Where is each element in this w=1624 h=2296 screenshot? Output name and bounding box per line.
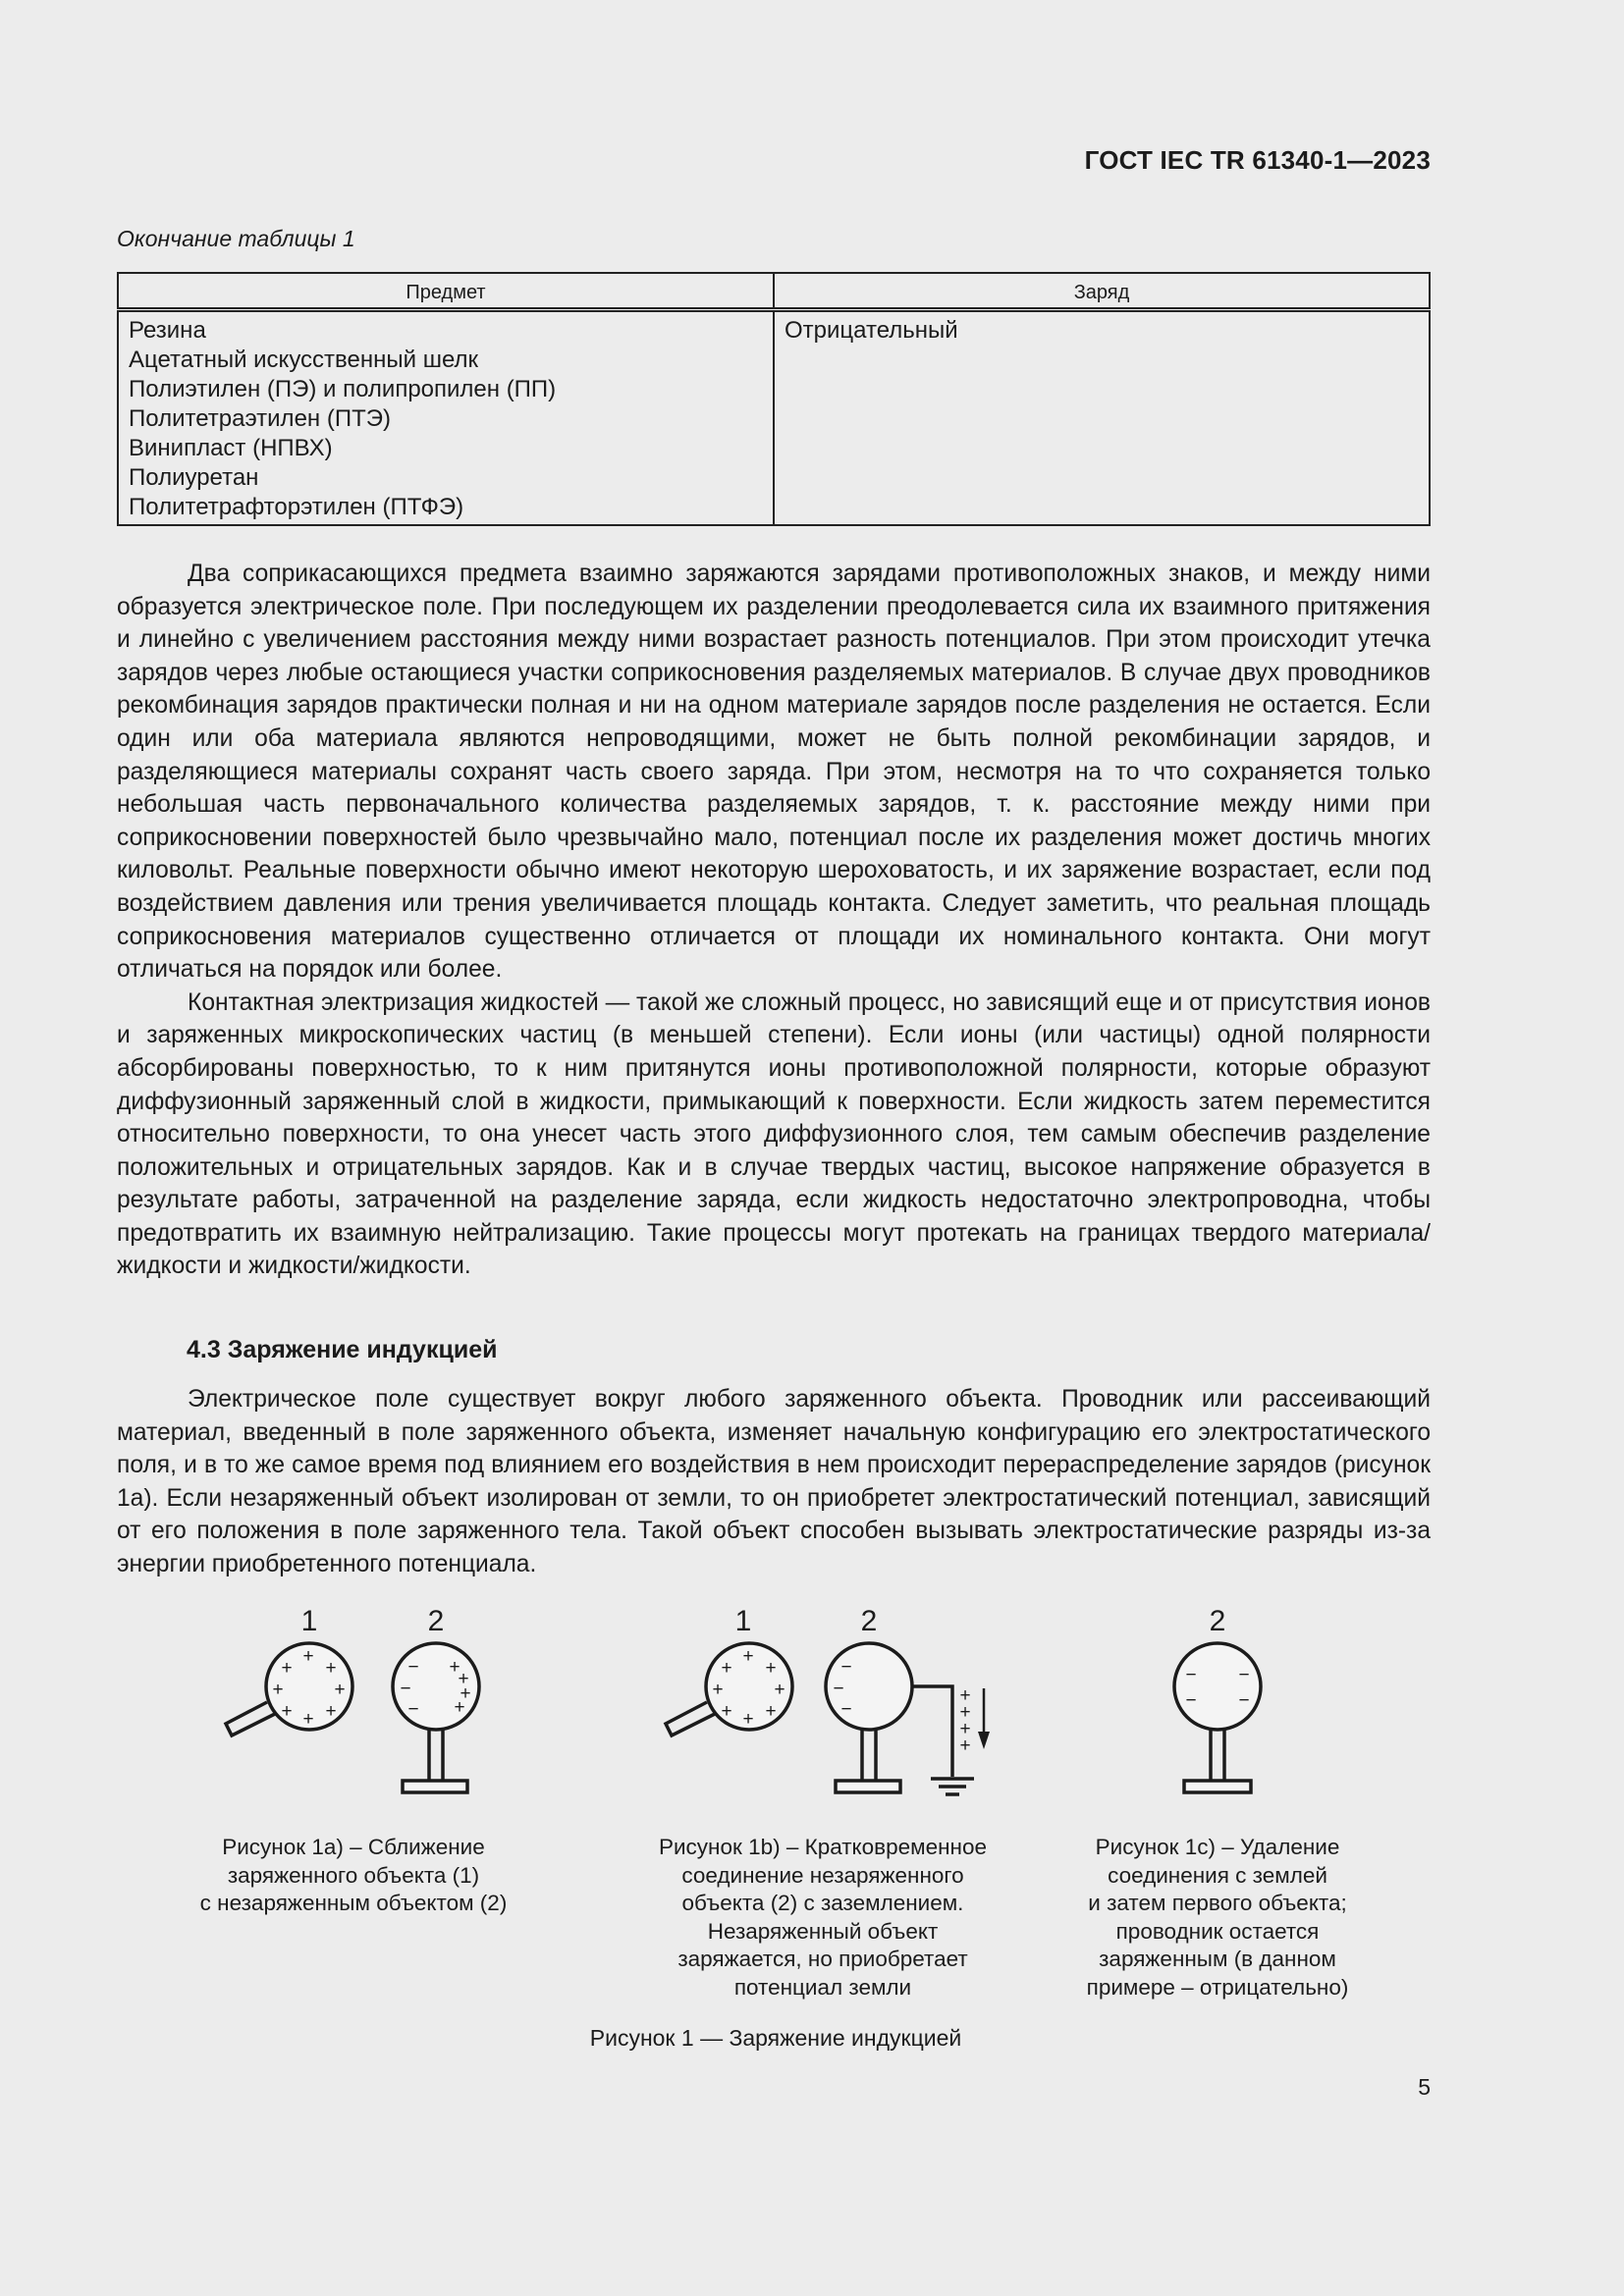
svg-text:−: − [1185,1665,1197,1685]
svg-text:+: + [458,1669,469,1689]
svg-text:+: + [302,1646,314,1667]
label-object-2: 2 [1209,1605,1226,1637]
svg-text:−: − [407,1699,419,1720]
table-row [118,310,1430,526]
material-item: Полиуретан [129,464,259,491]
label-object-1: 1 [734,1605,752,1637]
materials-table [117,272,1431,526]
svg-text:+: + [765,1658,777,1679]
subject-cell [118,310,774,526]
handle-icon [666,1702,715,1735]
svg-text:−: − [840,1657,852,1678]
svg-text:+: + [334,1680,346,1700]
svg-text:−: − [1185,1690,1197,1711]
stand-base [836,1781,900,1792]
svg-text:+: + [742,1709,754,1730]
svg-text:−: − [1238,1665,1250,1685]
svg-text:+: + [449,1657,460,1678]
svg-text:−: − [1238,1690,1250,1711]
svg-text:+: + [742,1646,754,1667]
svg-text:+: + [721,1658,732,1679]
column-header-charge: Заряд [774,273,1430,310]
material-item: Политетрафторэтилен (ПТФЭ) [129,494,464,520]
page-number: 5 [1418,2074,1431,2100]
section-body [117,1383,1431,1581]
section-title: 4.3 Заряжение индукцией [187,1336,498,1363]
svg-text:+: + [959,1702,971,1723]
caption-figure-1b: Рисунок 1b) – Кратковременное соединение незаряженного объекта (2) с заземлением. Незаряженный объект заряжается, но приобретает потенциал земли [658,1835,988,2000]
svg-text:+: + [302,1709,314,1730]
material-item: Политетраэтилен (ПТЭ) [129,405,391,432]
svg-text:−: − [840,1699,852,1720]
document-id: ГОСТ IEC TR 61340-1—2023 [1084,145,1431,175]
material-item: Резина [129,317,206,344]
ground-wire [912,1686,952,1777]
svg-text:+: + [281,1658,293,1679]
label-object-2: 2 [860,1605,878,1637]
caption-figure-1c: Рисунок 1с) – Удаление соединения с землей и затем первого объекта; проводник остается заряженным (в данном примере – отрицательно) [1086,1835,1349,2000]
label-object-2: 2 [427,1605,445,1637]
svg-text:+: + [460,1683,471,1704]
svg-text:+: + [959,1685,971,1706]
paragraph: Два соприкасающихся предмета взаимно заряжаются зарядами противоположных знаков, и между ними образуется электрическое поле. При последующем их разделении преодолевается сила их взаимного притяжения и линейно с увеличением расстояния между ними возрастает разность потенциалов. При этом происходит утечка зарядов через любые остающиеся участки соприкосновения разделяемых материалов. В случае двух проводников рекомбинация зарядов практически полная и ни на одном материале зарядов после разделения не остается. Если один или оба материала являются непроводящими, может не быть полной рекомбинации зарядов, и разделяющиеся материалы сохранят часть своего заряда. При этом, несмотря на то что сохраняется только небольшая часть первоначального количества разделяемых зарядов, т. к. расстояние между ними при соприкосновении поверхностей было чрезвычайно мало, потенциал после их разделения может достичь многих киловольт. Реальные поверхности обычно имеют некоторую шероховатость, и их заряжение возрастает, если под воздействием давления или трения увеличивается площадь контакта. Следует заметить, что реальная площадь соприкосновения материалов существенно отличается от площади их номинального контакта. Они могут отличаться на порядок или более. [117,561,1431,984]
svg-text:+: + [272,1680,284,1700]
figure-1a-diagram [226,1643,479,1792]
figure-1b-diagram [666,1643,984,1794]
paragraph: Электрическое поле существует вокруг любого заряженного объекта. Проводник или рассеивающий материал, введенный в поле заряженного объекта, изменяет начальную конфигурацию его электростатического поля, и в то же самое время под влиянием его воздействия в нем происходит перераспределение зарядов (рисунок 1а). Если незаряженный объект изолирован от земли, то он приобретет электростатический потенциал, зависящий от его положения в поле заряженного тела. Такой объект способен вызывать электростатические разряды из-за энергии приобретенного потенциала. [117,1386,1431,1577]
svg-text:+: + [959,1735,971,1756]
svg-text:+: + [281,1701,293,1722]
svg-text:+: + [959,1719,971,1739]
figure-title: Рисунок 1 — Заряжение индукцией [589,2025,962,2051]
svg-text:+: + [774,1680,785,1700]
material-item: Полиэтилен (ПЭ) и полипропилен (ПП) [129,376,557,402]
material-item: Винипласт (НПВХ) [129,435,333,461]
svg-text:+: + [325,1658,337,1679]
charge-cell: Отрицательный [774,310,1430,526]
svg-text:+: + [325,1701,337,1722]
charged-sphere [1174,1643,1261,1730]
stand-base [1184,1781,1251,1792]
svg-text:+: + [721,1701,732,1722]
svg-text:+: + [454,1697,465,1718]
label-object-1: 1 [300,1605,318,1637]
svg-text:−: − [400,1679,411,1699]
svg-text:+: + [712,1680,724,1700]
svg-text:−: − [407,1657,419,1678]
column-header-subject: Предмет [118,273,774,310]
handle-icon [226,1702,275,1735]
material-item: Ацетатный искусственный шелк [129,347,479,373]
paragraph: Контактная электризация жидкостей — такой же сложный процесс, но зависящий еще и от присутствия ионов и заряженных микроскопических частиц (в меньшей степени). Если ионы (или частицы) одной полярности абсорбированы поверхностью, то к ним притянутся ионы противоположной полярности, которые образуют диффузионный заряженный слой в жидкости, примыкающий к поверхности. Если жидкость затем переместится относительно поверхности, то она унесет часть этого диффузионного слоя, тем самым обеспечив разделение положительных и отрицательных зарядов. Как и в случае твердых частиц, высокое напряжение образуется в результате работы, затраченной на разделение заряда, если жидкость недостаточно электропроводна, чтобы предотвратить их взаимную нейтрализацию. Такие процессы могут протекать на границах твердого материала/жидкости и жидкости/жидкости. [117,988,1431,1280]
table-caption: Окончание таблицы 1 [117,226,355,251]
stand-base [403,1781,467,1792]
svg-text:−: − [833,1679,844,1699]
svg-text:+: + [765,1701,777,1722]
body-text [117,558,1431,1283]
caption-figure-1a: Рисунок 1а) – Сближение заряженного объекта (1) с незаряженным объектом (2) [199,1835,508,1915]
